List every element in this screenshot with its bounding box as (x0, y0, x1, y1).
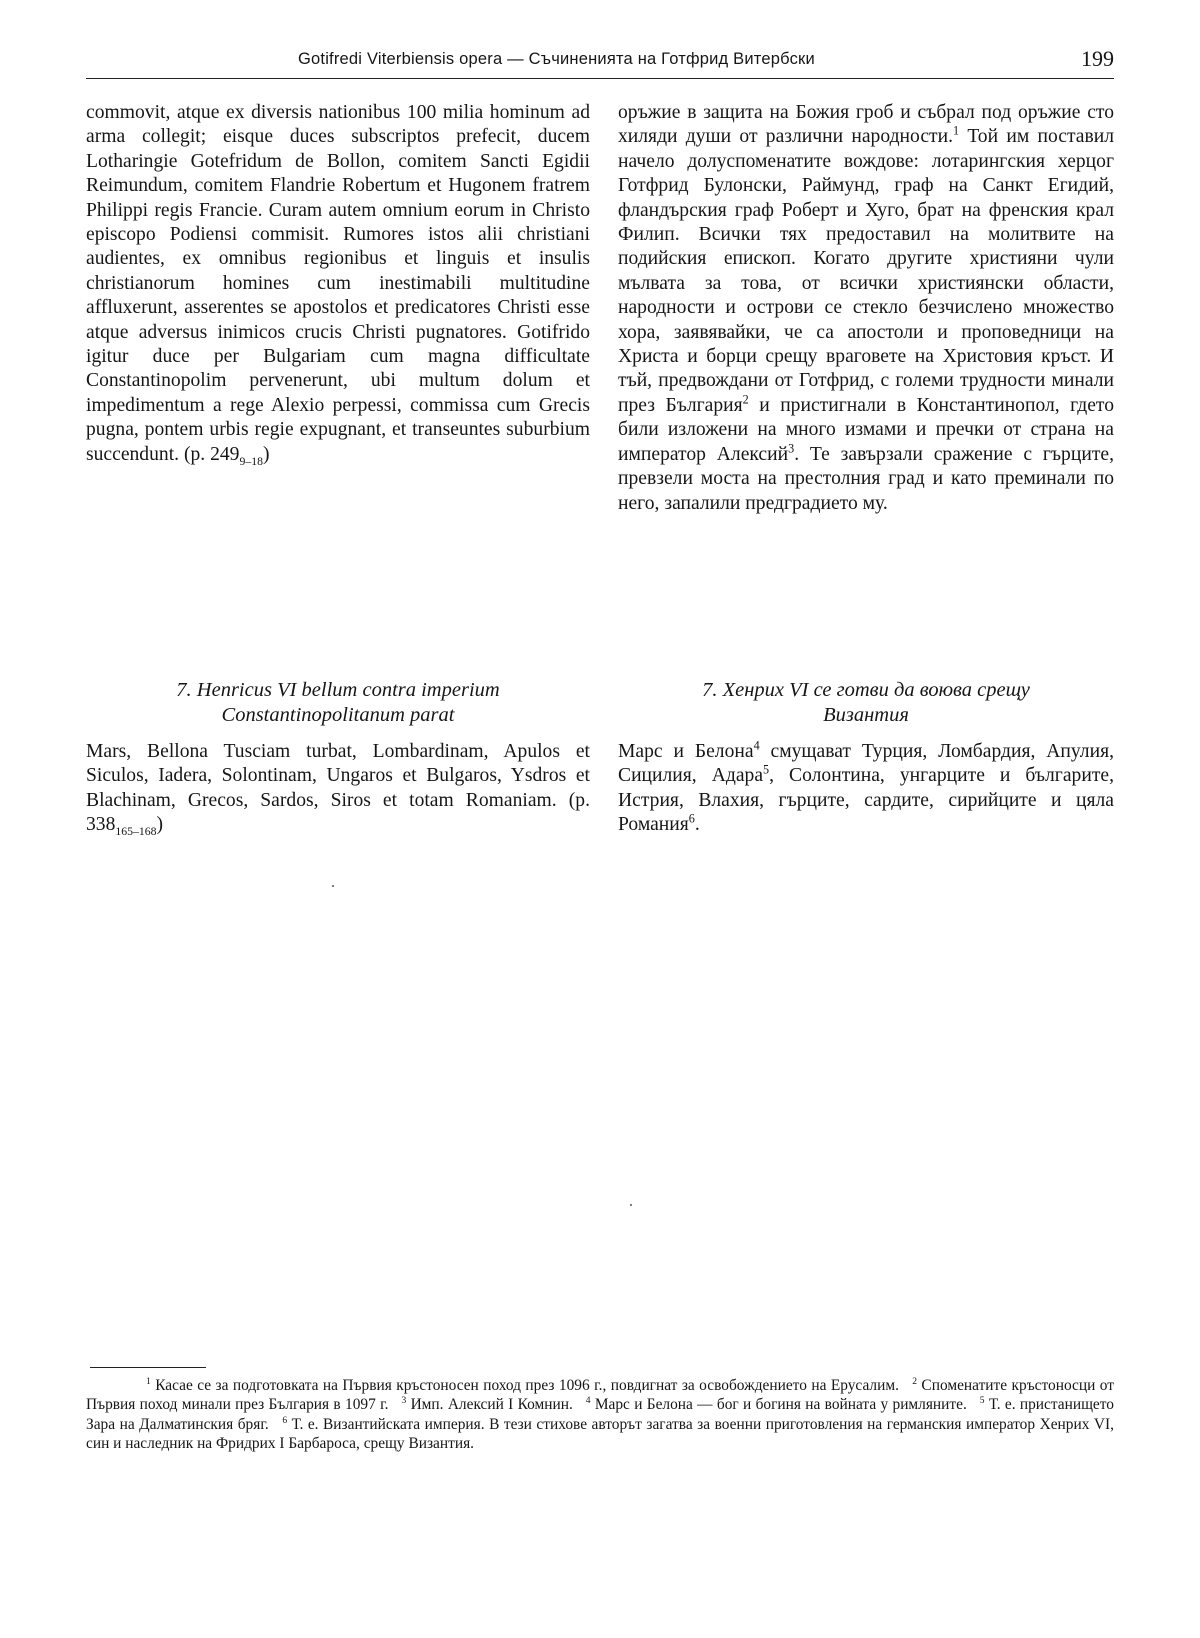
latin-text-section-7 (86, 740, 590, 845)
footnote-number: 6 (282, 1414, 288, 1426)
footnote-text: Т. е. пристанището Зара на Далматинския бряг. (86, 1396, 1114, 1433)
running-title: Gotifredi Viterbiensis opera — Съчиненията на Готфрид Витербски (298, 50, 815, 68)
footnote-marker: 5 (763, 762, 770, 777)
footnote-marker: 2 (742, 392, 749, 407)
bulgarian-text-section-7: Марс и Белона$^4$ смущават Турция, Ломбардия, Апулия, Сицилия, Адара$^5$, Солонтина, унгарците и българите, Истрия, Влахия, гърците, сардите, сирийците и цяла Романия$^6$. (618, 738, 1114, 836)
running-header (86, 44, 1114, 79)
bulgarian-paragraph: Марс и Белона (618, 741, 754, 762)
footnote-divider (90, 1367, 206, 1368)
latin-paragraph: Mars, Bellona Tusciam turbat, Lombardinam, Apulos et Siculos, Iadera, Solontinam, Ungaros et Bulgaros, Ysdros et Blachinam, Grecos, Sardos, Siros et totam Romaniam. (86, 741, 590, 811)
latin-paragraph: commovit, atque ex diversis nationibus 100 milia hominum ad arma collegit; eisque duces subscriptos prefecit, ducem Lotharingie Gotefridum de Bollon, comitem Sancti Egidii Reimundum, comitem Flandrie Robertum et Hugonem fratrem Philippi regis Francie. Curam autem omnium eorum in Christo episcopo Podiensi commisit. Rumores istos alii christiani audientes, ex omnibus regionibus et linguis et insulis christianorum homines cum inestimabili multitudine affluxerunt, asserentes se apostolos et predicatores Christi esse atque adversus inimicos crucis Christi pugnatores. Gotifrido igitur duce per Bulgariam cum magna difficultate Constantinopolim pervenerunt, ubi multum dolum et impedimentum a rege Alexio perpessi, commissa cum Grecis pugna, pontem urbis regie expugnant, et transeuntes suburbium succendunt. (86, 102, 590, 465)
latin-reference: (p. $249_{9-18}$) (183, 443, 270, 468)
footnote-text: Имп. Алексий I Комнин. (406, 1396, 573, 1414)
print-speck (630, 1204, 632, 1206)
footnote-number: 5 (979, 1395, 985, 1407)
footnote-text: Споменатите кръстоносци от Първия поход минали през България в 1097 г. (86, 1377, 1114, 1414)
latin-text-section-6 (86, 101, 590, 474)
footnote-number: 3 (401, 1395, 407, 1407)
footnote-number: 2 (912, 1375, 917, 1387)
footnote-marker: 3 (788, 441, 795, 456)
section-heading-latin: 7. Henricus VI bellum contra imperium Constantinopolitanum parat (176, 679, 500, 726)
page-number: 199 (1081, 46, 1114, 71)
footnote-marker: 1 (952, 123, 960, 138)
print-speck (332, 885, 334, 887)
footnote-text: Касае се за подготовката на Първия кръстоносен поход през 1096 г., повдигнат за освобождението на Ерусалим. (150, 1377, 899, 1394)
footnotes (86, 1376, 1114, 1454)
footnote-text: Т. е. Византийската империя. В тези стихове авторът загатва за военни приготовления на германския император Хенрих VI, син и наследник на Фридрих I Барбароса, срещу Византия. (86, 1415, 1115, 1453)
latin-reference: (p. $338_{165-168}$) (86, 789, 590, 839)
footnote-text: Марс и Белона — бог и богиня на войната у римляните. (590, 1396, 967, 1414)
bulgarian-text-section-6: оръжие в защита на Божия гроб и събрал под оръжие сто хиляди души от различни народности.$^1$ Той им поставил начело долуспоменатите вождове: лотарингския херцог Готфрид Булонски, Раймунд, граф на Санкт Егидий, фландърския граф Роберт и Хуго, брат на френския крал Филип. Всички тях предоставил на молитвите на подийския епископ. Когато другите християни чули мълвата за това, от всички християнски области, народности и острови се стекло безчислено множество хора, заявявайки, че са апостоли и проповедници на Христа и борци срещу враговете на Христовия кръст. И тъй, предвождани от Готфрид, с големи трудности минали през България$^2$ и пристигнали в Константинопол, гдето били изложени на много измами и пречки от страна на император Алексий$^3$. Те завързали сражение с гърците, превзели моста на престолния град и като преминали по него, запалили предградието му. (618, 102, 1114, 514)
section-heading-bulgarian: 7. Хенрих VI се готви да воюва срещу Византия (702, 679, 1030, 726)
footnote-marker: 4 (753, 738, 760, 753)
footnote-number: 1 (146, 1375, 151, 1387)
footnote-number: 4 (585, 1395, 591, 1407)
bulgarian-paragraph: оръжие в защита на Божия гроб и събрал под оръжие сто хиляди души от различни народности. (618, 102, 1114, 148)
footnote-marker: 6 (688, 811, 695, 826)
